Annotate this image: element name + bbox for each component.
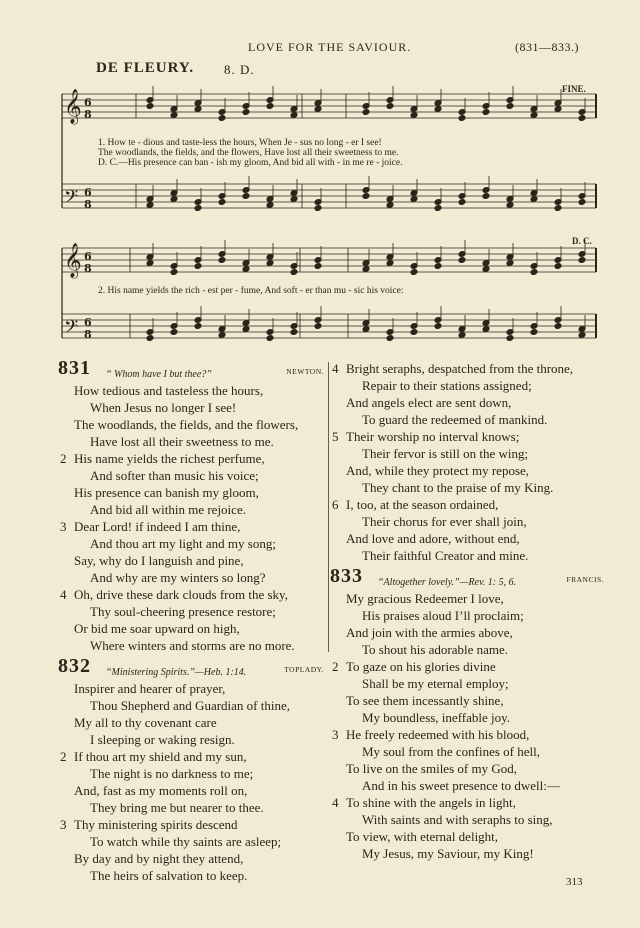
verse-line bbox=[330, 394, 610, 411]
verse-line bbox=[58, 484, 330, 501]
verse-text: Their fervor is still on the wing; bbox=[362, 446, 529, 461]
verse-text: My gracious Redeemer I love, bbox=[346, 591, 504, 606]
note-head bbox=[578, 199, 586, 206]
note-head bbox=[458, 257, 466, 264]
note-head bbox=[146, 335, 154, 342]
tune-name: DE FLEURY. bbox=[96, 60, 195, 76]
verse-line bbox=[330, 658, 610, 675]
hymn-832-text bbox=[58, 680, 330, 884]
verse-line bbox=[58, 697, 330, 714]
note-head bbox=[554, 205, 562, 212]
verse-text: The night is no darkness to me; bbox=[90, 766, 254, 781]
note-head bbox=[218, 257, 226, 264]
verse-text: And softer than music his voice; bbox=[90, 468, 259, 483]
verse-line bbox=[330, 641, 610, 658]
note-head bbox=[170, 329, 178, 336]
verse-line bbox=[58, 467, 330, 484]
note-head bbox=[266, 335, 274, 342]
note-head bbox=[506, 202, 514, 209]
verse-line bbox=[58, 765, 330, 782]
verse-text: His praises aloud I’ll proclaim; bbox=[362, 608, 524, 623]
verse-text: When Jesus no longer I see! bbox=[90, 400, 237, 415]
note-head bbox=[506, 335, 514, 342]
hymn-833-header bbox=[330, 565, 610, 590]
verse-line bbox=[330, 811, 610, 828]
note-head bbox=[170, 269, 178, 276]
note-head bbox=[482, 193, 490, 200]
note-head bbox=[482, 266, 490, 273]
verse-text: I, too, at the season ordained, bbox=[346, 497, 499, 512]
verse-line bbox=[330, 530, 610, 547]
note-head bbox=[218, 199, 226, 206]
note-head bbox=[362, 193, 370, 200]
verse-text: Or bid me soar upward on high, bbox=[74, 621, 240, 636]
note-head bbox=[218, 332, 226, 339]
verse-line bbox=[330, 777, 610, 794]
verse-text: To live on the smiles of my God, bbox=[346, 761, 517, 776]
note-head bbox=[554, 106, 562, 113]
verse-number: 3 bbox=[60, 519, 67, 534]
verse-number: 2 bbox=[60, 451, 67, 466]
time-signature: 8 bbox=[84, 262, 92, 275]
verse-text: Dear Lord! if indeed I am thine, bbox=[74, 519, 241, 534]
verse-line bbox=[58, 799, 330, 816]
verse-line bbox=[58, 552, 330, 569]
lyric-line-1: 1. How te - dious and taste-less the hours, When Je - sus no long - er I see! bbox=[98, 138, 382, 148]
note-head bbox=[530, 112, 538, 119]
verse-line bbox=[58, 416, 330, 433]
verse-line bbox=[58, 867, 330, 884]
note-head bbox=[314, 263, 322, 270]
verse-text: To see them incessantly shine, bbox=[346, 693, 504, 708]
note-head bbox=[482, 109, 490, 116]
verse-text: Oh, drive these dark clouds from the sky, bbox=[74, 587, 288, 602]
note-head bbox=[362, 326, 370, 333]
verse-number: 2 bbox=[332, 659, 339, 674]
note-head bbox=[434, 323, 442, 330]
note-head bbox=[458, 332, 466, 339]
verse-text: And bid all within me rejoice. bbox=[90, 502, 246, 517]
verse-text: The woodlands, the fields, and the flowers, bbox=[74, 417, 299, 432]
note-head bbox=[242, 266, 250, 273]
verse-line bbox=[330, 360, 610, 377]
running-title: LOVE FOR THE SAVIOUR. bbox=[248, 40, 412, 54]
verse-text: To shout his adorable name. bbox=[362, 642, 509, 657]
note-head bbox=[266, 103, 274, 110]
lyric-line-4: 2. His name yields the rich - est per - fume, And soft - er than mu - sic his voice: bbox=[98, 286, 404, 296]
note-head bbox=[194, 323, 202, 330]
verse-line bbox=[58, 603, 330, 620]
note-head bbox=[458, 115, 466, 122]
note-head bbox=[530, 329, 538, 336]
verse-line bbox=[58, 731, 330, 748]
verse-line bbox=[58, 680, 330, 697]
verse-line bbox=[330, 547, 610, 564]
verse-line bbox=[330, 743, 610, 760]
page-number: 313 bbox=[566, 876, 583, 888]
verse-text: And angels elect are sent down, bbox=[346, 395, 512, 410]
verse-number: 6 bbox=[332, 497, 339, 512]
left-column bbox=[58, 357, 330, 884]
note-head bbox=[554, 323, 562, 330]
time-signature: 8 bbox=[84, 198, 92, 211]
note-head bbox=[386, 202, 394, 209]
verse-line bbox=[330, 692, 610, 709]
note-head bbox=[290, 329, 298, 336]
bass-clef-icon: 𝄢 bbox=[64, 187, 79, 212]
hymn-832-header bbox=[58, 655, 330, 680]
note-head bbox=[482, 326, 490, 333]
verse-text: With saints and with seraphs to sing, bbox=[362, 812, 553, 827]
verse-line bbox=[58, 450, 330, 467]
verse-text: And, fast as my moments roll on, bbox=[74, 783, 248, 798]
note-head bbox=[266, 260, 274, 267]
note-head bbox=[386, 103, 394, 110]
verse-line bbox=[330, 377, 610, 394]
time-signature: 8 bbox=[84, 108, 92, 121]
hymn-831-text bbox=[58, 382, 330, 654]
note-head bbox=[362, 266, 370, 273]
verse-text: How tedious and tasteless the hours, bbox=[74, 383, 264, 398]
verse-line bbox=[58, 714, 330, 731]
note-head bbox=[242, 326, 250, 333]
verse-line bbox=[58, 501, 330, 518]
treble-clef-icon: 𝄞 bbox=[64, 89, 82, 124]
verse-text: If thou art my shield and my sun, bbox=[74, 749, 247, 764]
note-head bbox=[218, 115, 226, 122]
verse-line bbox=[330, 709, 610, 726]
note-head bbox=[290, 196, 298, 203]
verse-text: To shine with the angels in light, bbox=[346, 795, 516, 810]
note-head bbox=[146, 103, 154, 110]
verse-text: Thy ministering spirits descend bbox=[74, 817, 238, 832]
verse-text: To watch while thy saints are asleep; bbox=[90, 834, 282, 849]
verse-text: By day and by night they attend, bbox=[74, 851, 244, 866]
hymn-832-continued bbox=[330, 360, 610, 564]
verse-line bbox=[330, 445, 610, 462]
verse-text: And in his sweet presence to dwell:— bbox=[362, 778, 560, 793]
verse-text: And thou art my light and my song; bbox=[90, 536, 276, 551]
hymn-reference: “ Whom have I but thee?” bbox=[106, 369, 212, 380]
verse-number: 4 bbox=[332, 795, 339, 810]
verse-line bbox=[330, 513, 610, 530]
hymn-author: FRANCIS. bbox=[566, 575, 604, 584]
time-signature: 8 bbox=[84, 328, 92, 341]
verse-text: Their worship no interval knows; bbox=[346, 429, 520, 444]
verse-line bbox=[330, 828, 610, 845]
lyric-line-2: The woodlands, the fields, and the flowers, Have lost all their sweetness to me. bbox=[98, 148, 399, 158]
note-head bbox=[362, 109, 370, 116]
note-head bbox=[170, 196, 178, 203]
note-head bbox=[146, 202, 154, 209]
note-head bbox=[290, 112, 298, 119]
note-head bbox=[314, 323, 322, 330]
verse-line bbox=[58, 782, 330, 799]
verse-text: And love and adore, without end, bbox=[346, 531, 520, 546]
verse-line bbox=[330, 479, 610, 496]
verse-number: 4 bbox=[60, 587, 67, 602]
note-head bbox=[554, 263, 562, 270]
note-head bbox=[314, 106, 322, 113]
verse-text: And why are my winters so long? bbox=[90, 570, 266, 585]
note-head bbox=[290, 269, 298, 276]
note-head bbox=[530, 196, 538, 203]
verse-line bbox=[330, 462, 610, 479]
note-head bbox=[146, 260, 154, 267]
time-signature: 6 bbox=[84, 96, 92, 109]
fine-mark: FINE. bbox=[562, 84, 586, 94]
hymn-author: NEWTON. bbox=[286, 367, 324, 376]
verse-text: Bright seraphs, despatched from the throne, bbox=[346, 361, 574, 376]
note-head bbox=[530, 269, 538, 276]
verse-text: Say, why do I languish and pine, bbox=[74, 553, 244, 568]
note-head bbox=[506, 103, 514, 110]
note-head bbox=[170, 112, 178, 119]
note-head bbox=[314, 205, 322, 212]
verse-text: He freely redeemed with his blood, bbox=[346, 727, 530, 742]
verse-line bbox=[330, 607, 610, 624]
music-score bbox=[0, 0, 640, 360]
hymn-reference: “Altogether lovely.”—Rev. 1: 5, 6. bbox=[378, 577, 517, 588]
verse-text: They bring me but nearer to thee. bbox=[90, 800, 264, 815]
verse-text: Thy soul-cheering presence restore; bbox=[90, 604, 276, 619]
verse-text: They chant to the praise of my King. bbox=[362, 480, 554, 495]
hymn-author: TOPLADY. bbox=[284, 665, 324, 674]
note-head bbox=[410, 196, 418, 203]
verse-number: 3 bbox=[332, 727, 339, 742]
verse-text: The heirs of salvation to keep. bbox=[90, 868, 248, 883]
verse-line bbox=[330, 760, 610, 777]
verse-text: I sleeping or waking resign. bbox=[90, 732, 235, 747]
hymn-reference: “Ministering Spirits.”—Heb. 1:14. bbox=[106, 667, 247, 678]
verse-text: Shall be my eternal employ; bbox=[362, 676, 509, 691]
verse-line bbox=[330, 590, 610, 607]
note-head bbox=[578, 332, 586, 339]
verse-line bbox=[58, 382, 330, 399]
note-head bbox=[434, 263, 442, 270]
tune-meter: 8. D. bbox=[224, 62, 255, 77]
verse-line bbox=[58, 433, 330, 450]
note-head bbox=[386, 335, 394, 342]
verse-text: Their faithful Creator and mine. bbox=[362, 548, 529, 563]
verse-text: Where winters and storms are no more. bbox=[90, 638, 295, 653]
verse-text: Thou Shepherd and Guardian of thine, bbox=[90, 698, 291, 713]
verse-line bbox=[58, 535, 330, 552]
verse-number: 4 bbox=[332, 361, 339, 376]
verse-text: Inspirer and hearer of prayer, bbox=[74, 681, 226, 696]
time-signature: 6 bbox=[84, 250, 92, 263]
verse-number: 5 bbox=[332, 429, 339, 444]
verse-line bbox=[58, 748, 330, 765]
dc-mark: D. C. bbox=[572, 236, 592, 246]
verse-line bbox=[330, 496, 610, 513]
hymn-number: 832 bbox=[58, 655, 91, 677]
verse-line bbox=[58, 399, 330, 416]
note-head bbox=[242, 109, 250, 116]
verse-line bbox=[330, 794, 610, 811]
verse-line bbox=[330, 845, 610, 862]
hymn-number: 831 bbox=[58, 357, 91, 379]
lyric-line-3: D. C.—His presence can ban - ish my gloom, And bid all with - in me re - joice. bbox=[98, 158, 403, 168]
time-signature: 6 bbox=[84, 316, 92, 329]
verse-text: Have lost all their sweetness to me. bbox=[90, 434, 274, 449]
note-head bbox=[506, 260, 514, 267]
verse-line bbox=[330, 675, 610, 692]
verse-line bbox=[330, 411, 610, 428]
note-head bbox=[386, 260, 394, 267]
treble-clef-icon: 𝄞 bbox=[64, 243, 82, 278]
verse-line bbox=[58, 637, 330, 654]
verse-line bbox=[58, 586, 330, 603]
verse-line bbox=[58, 816, 330, 833]
verse-number: 3 bbox=[60, 817, 67, 832]
verse-text: My soul from the confines of hell, bbox=[362, 744, 540, 759]
note-head bbox=[410, 269, 418, 276]
verse-line bbox=[330, 624, 610, 641]
verse-text: His presence can banish my gloom, bbox=[74, 485, 259, 500]
verse-text: My boundless, ineffable joy. bbox=[362, 710, 511, 725]
note-head bbox=[578, 257, 586, 264]
verse-text: To view, with eternal delight, bbox=[346, 829, 499, 844]
note-head bbox=[410, 112, 418, 119]
note-head bbox=[242, 193, 250, 200]
verse-text: Repair to their stations assigned; bbox=[362, 378, 532, 393]
note-head bbox=[578, 115, 586, 122]
verse-number: 2 bbox=[60, 749, 67, 764]
hymn-number: 833 bbox=[330, 565, 363, 587]
verse-line bbox=[58, 850, 330, 867]
verse-line bbox=[330, 428, 610, 445]
note-head bbox=[266, 202, 274, 209]
verse-text: To gaze on his glories divine bbox=[346, 659, 496, 674]
verse-text: To guard the redeemed of mankind. bbox=[362, 412, 548, 427]
note-head bbox=[458, 199, 466, 206]
note-head bbox=[434, 106, 442, 113]
column-divider bbox=[328, 362, 329, 652]
verse-line bbox=[58, 620, 330, 637]
right-column bbox=[330, 360, 610, 862]
note-head bbox=[410, 329, 418, 336]
verse-line bbox=[58, 569, 330, 586]
verse-text: My Jesus, my Saviour, my King! bbox=[362, 846, 534, 861]
time-signature: 6 bbox=[84, 186, 92, 199]
bass-clef-icon: 𝄢 bbox=[64, 317, 79, 342]
note-head bbox=[194, 205, 202, 212]
verse-line bbox=[58, 518, 330, 535]
verse-text: And, while they protect my repose, bbox=[346, 463, 530, 478]
verse-line bbox=[58, 833, 330, 850]
note-head bbox=[194, 106, 202, 113]
verse-text: His name yields the richest perfume, bbox=[74, 451, 265, 466]
verse-text: And join with the armies above, bbox=[346, 625, 513, 640]
hymn-range: (831—833.) bbox=[515, 40, 579, 54]
hymn-831-header bbox=[58, 357, 330, 382]
note-head bbox=[194, 263, 202, 270]
verse-text: My all to thy covenant care bbox=[74, 715, 217, 730]
note-head bbox=[434, 205, 442, 212]
verse-text: Their chorus for ever shall join, bbox=[362, 514, 527, 529]
verse-line bbox=[330, 726, 610, 743]
hymn-833-text bbox=[330, 590, 610, 862]
